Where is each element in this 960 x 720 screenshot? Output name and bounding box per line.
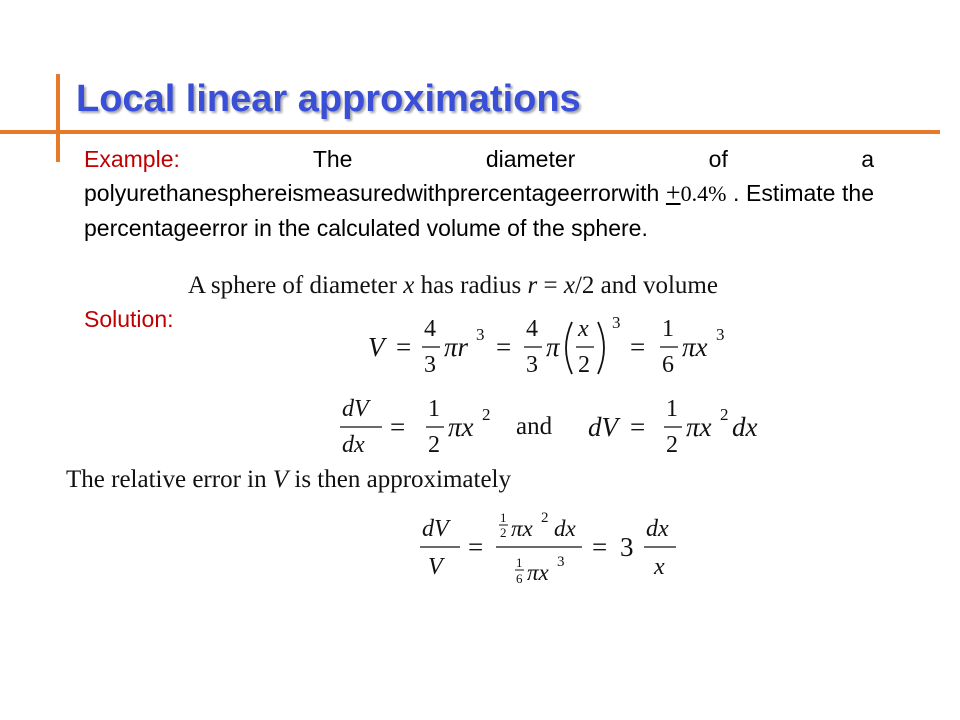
- exp-3b: 3: [612, 313, 621, 332]
- exp-2b: 2: [720, 405, 729, 424]
- derivative-equation: [340, 392, 770, 464]
- frac-num-x: x: [578, 316, 589, 342]
- eq-equals-2: =: [630, 412, 646, 442]
- relative-intro-text-1: The relative error in: [66, 466, 273, 493]
- small-frac-num-1b: 1: [516, 555, 523, 570]
- small-frac-den-2: 2: [500, 525, 507, 540]
- sphere-intro-text-2: has radius: [414, 272, 528, 299]
- coeff-3: 3: [620, 532, 634, 562]
- relative-intro-text-2: is then approximately: [288, 466, 511, 493]
- eq-equals-2: =: [592, 532, 608, 562]
- num-pi-x: πx: [511, 516, 533, 541]
- var-x: x: [403, 272, 415, 299]
- small-frac-den-6: 6: [516, 571, 523, 586]
- eq-V: V: [368, 332, 385, 362]
- eq-equals: =: [468, 532, 484, 562]
- frac-den-V: V: [428, 554, 443, 580]
- frac-num-4: 4: [424, 316, 436, 342]
- dx-rhs: dx: [732, 412, 758, 442]
- var-r: r: [527, 272, 538, 299]
- frac-num-dV: dV: [342, 396, 369, 422]
- pi-r: πr: [444, 332, 469, 362]
- frac-num-1: 1: [428, 396, 440, 422]
- example-paragraph: [84, 142, 874, 245]
- left-paren: [566, 322, 572, 374]
- frac-den-2: 2: [578, 352, 590, 378]
- exp-3c: 3: [716, 325, 725, 344]
- pi: π: [546, 332, 560, 362]
- right-paren: [598, 322, 604, 374]
- example-label: Example:: [84, 146, 180, 172]
- plus-minus-sign: +: [665, 178, 681, 207]
- num-exp-2: 2: [541, 510, 549, 526]
- frac-den-3: 3: [424, 352, 436, 378]
- relative-error-intro: [66, 466, 511, 494]
- frac-den-x: x: [654, 554, 665, 580]
- sphere-intro-text-3: =: [537, 272, 564, 299]
- frac-num-1: 1: [662, 316, 674, 342]
- accent-vertical-line: [56, 74, 60, 162]
- var-x-2: x: [563, 272, 575, 299]
- relative-error-equation: [420, 510, 690, 590]
- den-pi-x: πx: [527, 560, 549, 585]
- eq-equals-2: =: [496, 332, 512, 362]
- small-frac-num-1: 1: [500, 510, 507, 525]
- exp-3: 3: [476, 325, 485, 344]
- eq-equals: =: [390, 412, 406, 442]
- pi-x-b: πx: [686, 412, 712, 442]
- frac-den-6: 6: [662, 352, 674, 378]
- frac-den-dx: dx: [342, 432, 365, 458]
- solution-label: Solution:: [84, 306, 174, 332]
- frac-num-dV: dV: [422, 516, 449, 542]
- percentage-value: 0.4%: [680, 181, 727, 206]
- slide-title: Local linear approximations: [76, 78, 581, 120]
- frac-num-4b: 4: [526, 316, 538, 342]
- den-exp-3: 3: [557, 554, 565, 570]
- dV-lhs: dV: [588, 412, 618, 442]
- example-text-1: The diameter of a polyurethanesphereismeasuredwithprercentageerrorwith: [84, 146, 874, 206]
- sphere-intro-line: [188, 272, 718, 300]
- pi-x: πx: [682, 332, 708, 362]
- volume-equation: [366, 312, 746, 384]
- frac-num-dx: dx: [646, 516, 669, 542]
- and-text: and: [516, 413, 553, 440]
- exp-2: 2: [482, 405, 491, 424]
- frac-num-1b: 1: [666, 396, 678, 422]
- pi-x: πx: [448, 412, 474, 442]
- accent-horizontal-line: [0, 130, 940, 134]
- sphere-intro-text-1: A sphere of diameter: [188, 272, 404, 299]
- sphere-intro-text-4: /2 and volume: [574, 272, 718, 299]
- frac-den-2: 2: [428, 432, 440, 458]
- var-V: V: [272, 466, 289, 493]
- eq-equals-1: =: [396, 332, 412, 362]
- eq-equals-3: =: [630, 332, 646, 362]
- frac-den-3b: 3: [526, 352, 538, 378]
- frac-den-2b: 2: [666, 432, 678, 458]
- num-dx: dx: [554, 516, 576, 541]
- example-text-2: . Estimate the percentageerror in the calculated volume of the sphere.: [84, 180, 875, 241]
